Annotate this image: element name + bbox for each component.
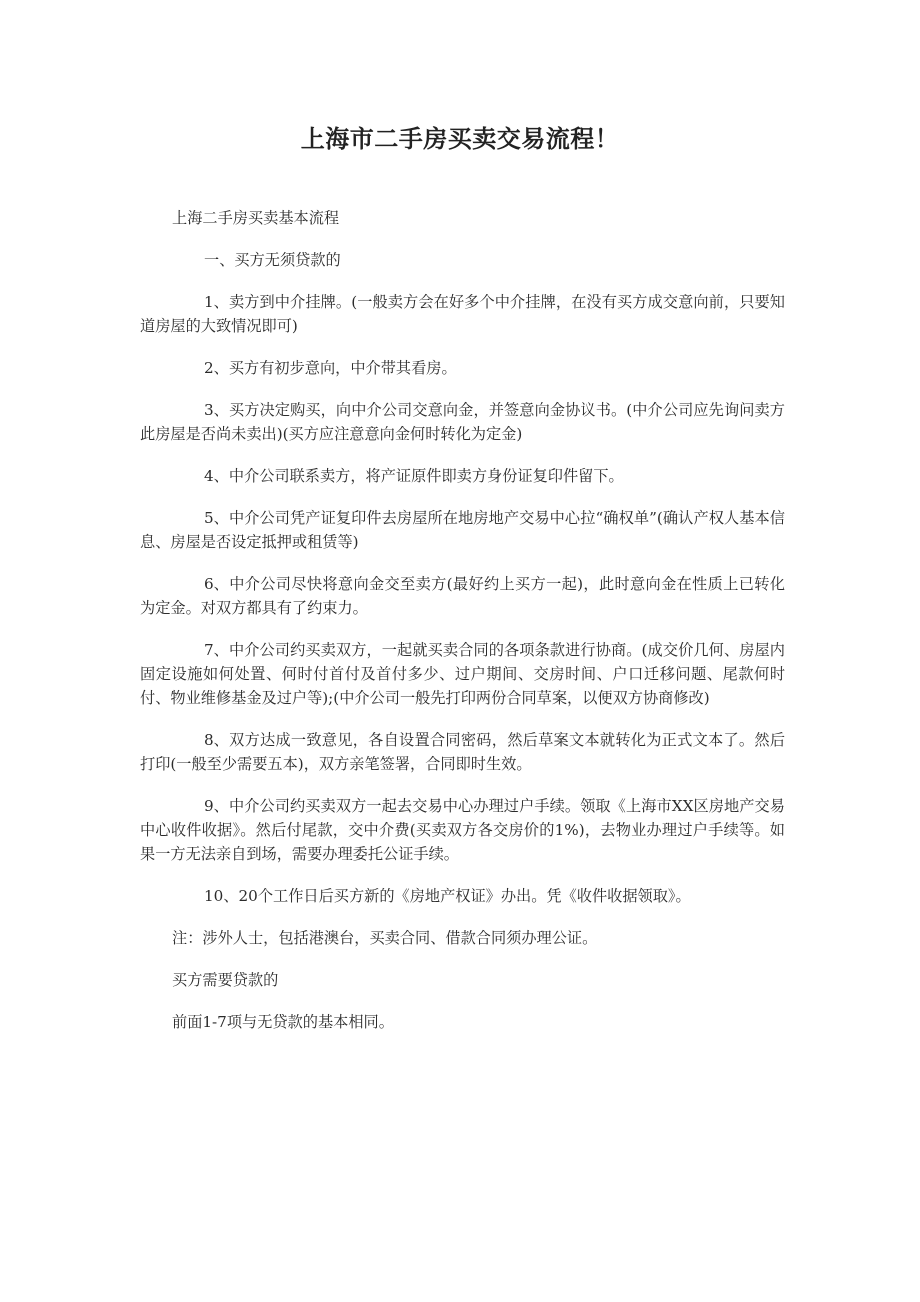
paragraph-step bbox=[140, 572, 785, 620]
paragraph-number: 7、 bbox=[204, 641, 229, 659]
paragraph-note bbox=[140, 926, 785, 950]
paragraph-text: 中介公司联系卖方，将产证原件即卖方身份证复印件留下。 bbox=[228, 467, 624, 485]
paragraph-number: 一、 bbox=[204, 251, 235, 269]
paragraph-section-heading bbox=[140, 968, 785, 992]
paragraph-text: 20个工作日后买方新的《房地产权证》办出。凭《收件收据领取》。 bbox=[238, 887, 691, 905]
paragraph-number: 4、 bbox=[204, 467, 229, 485]
paragraph-text: 中介公司约买卖双方一起去交易中心办理过户手续。领取《上海市XX区房地产交易中心收件收据》。然后付尾款，交中介费(买卖双方各交房价的1%)，去物业办理过户手续等。如果一方无法亲自到场，需要办理委托公证手续。 bbox=[140, 797, 785, 863]
paragraph-number: 5、 bbox=[204, 509, 229, 527]
paragraph-text-block bbox=[140, 1010, 785, 1034]
paragraph-text: 注：涉外人士，包括港澳台，买卖合同、借款合同须办理公证。 bbox=[172, 929, 598, 947]
paragraph-text: 中介公司尽快将意向金交至卖方(最好约上买方一起)，此时意向金在性质上已转化为定金。对双方都具有了约束力。 bbox=[140, 575, 785, 617]
paragraph-step bbox=[140, 398, 785, 446]
paragraph-text: 买方决定购买，向中介公司交意向金，并签意向金协议书。(中介公司应先询问卖方此房屋是否尚未卖出)(买方应注意意向金何时转化为定金) bbox=[140, 401, 785, 443]
paragraph-text: 前面1-7项与无贷款的基本相同。 bbox=[172, 1013, 394, 1031]
paragraph-step bbox=[140, 506, 785, 554]
paragraph-number: 8、 bbox=[204, 731, 229, 749]
paragraph-step bbox=[140, 356, 785, 380]
paragraph-number: 3、 bbox=[204, 401, 229, 419]
paragraph-step bbox=[140, 290, 785, 338]
paragraph-number: 9、 bbox=[204, 797, 229, 815]
paragraph-number: 2、 bbox=[204, 359, 229, 377]
paragraph-number: 6、 bbox=[204, 575, 229, 593]
paragraph-text: 买方有初步意向，中介带其看房。 bbox=[228, 359, 457, 377]
document-title: 上海市二手房买卖交易流程！ bbox=[300, 124, 620, 153]
paragraph-section-heading bbox=[140, 248, 785, 272]
document-body bbox=[140, 206, 785, 1052]
paragraph-step bbox=[140, 794, 785, 866]
paragraph-text: 双方达成一致意见，各自设置合同密码，然后草案文本就转化为正式文本了。然后打印(一般至少需要五本)，双方亲笔签署，合同即时生效。 bbox=[140, 731, 785, 773]
paragraph-intro bbox=[140, 206, 785, 230]
paragraph-step bbox=[140, 464, 785, 488]
paragraph-text: 中介公司凭产证复印件去房屋所在地房地产交易中心拉“确权单”(确认产权人基本信息、房屋是否设定抵押或租赁等) bbox=[140, 509, 785, 551]
paragraph-text: 买方无须贷款的 bbox=[234, 251, 341, 269]
paragraph-text: 中介公司约买卖双方，一起就买卖合同的各项条款进行协商。(成交价几何、房屋内固定设施如何处置、何时付首付及首付多少、过户期间、交房时间、户口迁移问题、尾款何时付、物业维修基金及过户等);(中介公司一般先打印两份合同草案，以便双方协商修改) bbox=[140, 641, 785, 707]
paragraph-text: 上海二手房买卖基本流程 bbox=[172, 209, 340, 227]
paragraph-number: 10、 bbox=[204, 887, 239, 905]
paragraph-text: 卖方到中介挂牌。(一般卖方会在好多个中介挂牌，在没有买方成交意向前，只要知道房屋的大致情况即可) bbox=[140, 293, 785, 335]
paragraph-step bbox=[140, 638, 785, 710]
paragraph-number: 1、 bbox=[204, 293, 229, 311]
paragraph-text: 买方需要贷款的 bbox=[172, 971, 279, 989]
paragraph-step bbox=[140, 728, 785, 776]
paragraph-step bbox=[140, 884, 785, 908]
